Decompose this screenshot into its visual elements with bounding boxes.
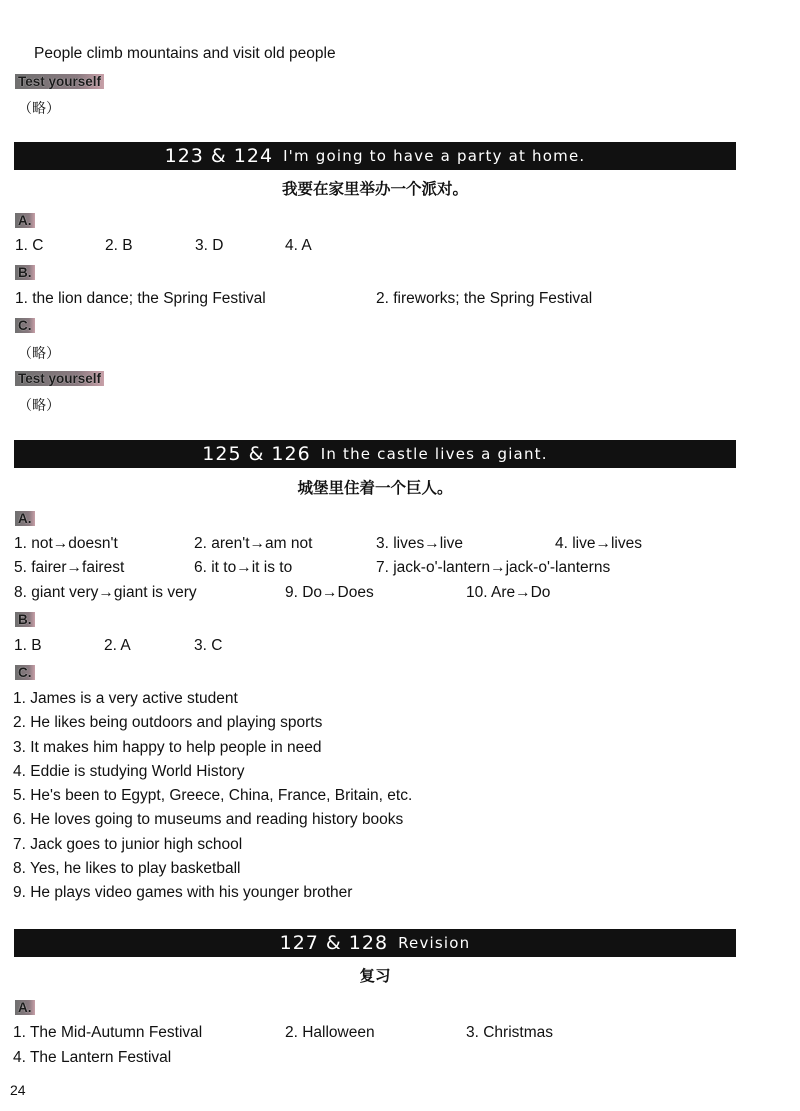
answer-item: 1. not→doesn't — [14, 535, 118, 552]
top-line: People climb mountains and visit old people — [34, 45, 336, 62]
section-123-header — [14, 142, 736, 170]
answer-item: 7. Jack goes to junior high school — [13, 836, 243, 853]
section-cn-title: 复习 — [359, 967, 391, 985]
part-b-label: B. — [15, 265, 35, 280]
answer-item: 2. aren't→am not — [194, 535, 313, 552]
part-a-label: A. — [15, 511, 35, 526]
answer-item: 9. He plays video games with his younger brother — [13, 884, 353, 901]
part-c-label: C. — [15, 318, 35, 333]
test-yourself-note: （略） — [18, 101, 60, 117]
section-125-header — [14, 440, 736, 468]
answer-item: 4. live→lives — [555, 535, 642, 552]
answer-item: 1. The Mid-Autumn Festival — [13, 1024, 203, 1041]
section-cn-title: 我要在家里举办一个派对。 — [281, 180, 468, 198]
answer-item: 9. Do→Does — [285, 584, 374, 601]
answer-item: 1. James is a very active student — [13, 690, 238, 707]
answer-item: 3. D — [195, 237, 224, 254]
part-c-note: （略） — [18, 346, 60, 362]
part-a-label: A. — [15, 1000, 35, 1015]
answer-item: 2. Halloween — [285, 1024, 375, 1041]
section-number: 123 & 124 — [164, 145, 274, 167]
test-yourself-note: （略） — [18, 398, 60, 414]
page-number: 24 — [10, 1082, 26, 1098]
section-number: 125 & 126 — [202, 443, 311, 465]
answer-item: 2. fireworks; the Spring Festival — [376, 290, 593, 307]
answer-item: 6. He loves going to museums and reading history books — [13, 811, 404, 828]
answer-item: 3. lives→live — [376, 535, 463, 552]
answer-item: 2. A — [104, 637, 131, 654]
answer-item: 2. B — [105, 237, 133, 254]
answer-item: 2. He likes being outdoors and playing sports — [13, 714, 323, 731]
section-title: In the castle lives a giant. — [320, 445, 548, 463]
section-title: Revision — [398, 934, 471, 952]
section-number: 127 & 128 — [279, 932, 389, 954]
answer-item: 7. jack-o'-lantern→jack-o'-lanterns — [376, 559, 611, 576]
answer-item: 3. C — [194, 637, 223, 654]
answer-item: 4. The Lantern Festival — [13, 1049, 172, 1066]
answer-item: 5. He's been to Egypt, Greece, China, France, Britain, etc. — [13, 787, 413, 804]
answer-item: 1. C — [15, 237, 44, 254]
answer-item: 3. It makes him happy to help people in need — [13, 739, 322, 756]
section-127-header — [14, 929, 736, 957]
part-b-label: B. — [15, 612, 35, 627]
test-yourself-label: Test yourself — [15, 74, 104, 89]
answer-item: 4. A — [285, 237, 312, 254]
section-cn-title: 城堡里住着一个巨人。 — [297, 479, 453, 497]
answer-item: 1. the lion dance; the Spring Festival — [15, 290, 266, 307]
answer-item: 10. Are→Do — [466, 584, 551, 601]
part-c-label: C. — [15, 665, 35, 680]
answer-item: 5. fairer→fairest — [14, 559, 125, 576]
test-yourself-label: Test yourself — [15, 371, 104, 386]
answer-item: 1. B — [14, 637, 42, 654]
answer-item: 8. giant very→giant is very — [14, 584, 197, 601]
part-a-label: A. — [15, 213, 35, 228]
answer-item: 3. Christmas — [466, 1024, 553, 1041]
answer-item: 8. Yes, he likes to play basketball — [13, 860, 241, 877]
answer-item: 4. Eddie is studying World History — [13, 763, 245, 780]
answer-item: 6. it to→it is to — [194, 559, 293, 576]
section-title: I'm going to have a party at home. — [283, 147, 586, 165]
